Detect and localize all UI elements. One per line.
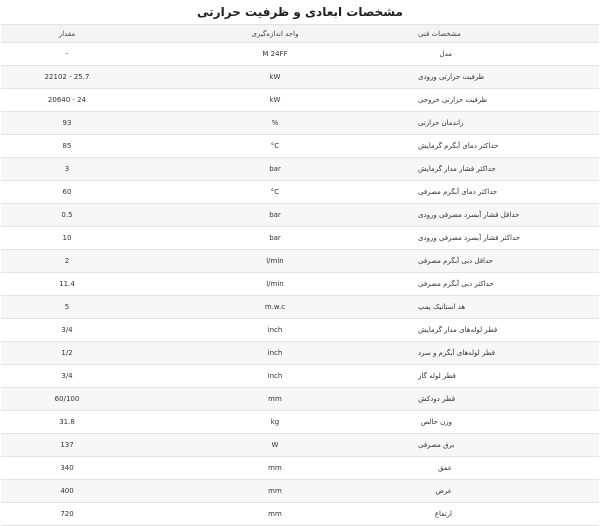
table-row bbox=[1, 411, 599, 434]
cell-value: 340 bbox=[1, 457, 133, 480]
cell-value: 85 bbox=[1, 135, 133, 158]
header-value: مقدار bbox=[1, 25, 133, 43]
cell-value: 31.8 bbox=[1, 411, 133, 434]
table-row bbox=[1, 135, 599, 158]
cell-value: 137 bbox=[1, 434, 133, 457]
cell-unit: l/min bbox=[133, 250, 417, 273]
table-row bbox=[1, 503, 599, 526]
cell-unit: °C bbox=[133, 135, 417, 158]
table-row bbox=[1, 181, 599, 204]
cell-unit: mm bbox=[133, 480, 417, 503]
header-row bbox=[1, 25, 599, 43]
cell-spec: ارتفاع bbox=[417, 503, 599, 526]
cell-value: 3/4 bbox=[1, 365, 133, 388]
cell-unit: inch bbox=[133, 342, 417, 365]
cell-spec: ظرفیت حرارتی خروجی bbox=[417, 89, 599, 112]
cell-spec: حداکثر دبی آبگرم مصرفی bbox=[417, 273, 599, 296]
cell-unit: bar bbox=[133, 227, 417, 250]
cell-value: - bbox=[1, 43, 133, 66]
cell-unit: kW bbox=[133, 66, 417, 89]
cell-unit: kg bbox=[133, 411, 417, 434]
table-row bbox=[1, 250, 599, 273]
cell-value: 0.5 bbox=[1, 204, 133, 227]
cell-unit: inch bbox=[133, 319, 417, 342]
cell-unit: % bbox=[133, 112, 417, 135]
cell-spec: حداکثر دمای آبگرم مصرفی bbox=[417, 181, 599, 204]
table-row bbox=[1, 480, 599, 503]
cell-spec: راندمان حرارتی bbox=[417, 112, 599, 135]
cell-spec: وزن خالص bbox=[417, 411, 599, 434]
cell-unit: inch bbox=[133, 365, 417, 388]
table-row bbox=[1, 227, 599, 250]
cell-unit: bar bbox=[133, 204, 417, 227]
cell-unit: m.w.c bbox=[133, 296, 417, 319]
cell-unit: W bbox=[133, 434, 417, 457]
table-row bbox=[1, 434, 599, 457]
cell-spec: حداقل فشار آبسرد مصرفی ورودی bbox=[417, 204, 599, 227]
table-row bbox=[1, 342, 599, 365]
table-row bbox=[1, 204, 599, 227]
cell-value: 5 bbox=[1, 296, 133, 319]
cell-value: 11.4 bbox=[1, 273, 133, 296]
cell-value: 720 bbox=[1, 503, 133, 526]
cell-spec: حداکثر فشار مدار گرمایش bbox=[417, 158, 599, 181]
cell-spec: ظرفیت حرارتی ورودی bbox=[417, 66, 599, 89]
specs-table bbox=[1, 24, 599, 526]
table-row bbox=[1, 388, 599, 411]
header-unit: واحد اندازه‌گیری bbox=[133, 25, 417, 43]
cell-spec: حداکثر دمای آبگرم گرمایش bbox=[417, 135, 599, 158]
cell-value: 10 bbox=[1, 227, 133, 250]
cell-unit: bar bbox=[133, 158, 417, 181]
cell-value: 20640 - 24 bbox=[1, 89, 133, 112]
cell-value: 22102 - 25.7 bbox=[1, 66, 133, 89]
table-row bbox=[1, 66, 599, 89]
cell-value: 3/4 bbox=[1, 319, 133, 342]
cell-unit: kW bbox=[133, 89, 417, 112]
cell-spec: برق مصرفی bbox=[417, 434, 599, 457]
table-row bbox=[1, 89, 599, 112]
cell-spec: مدل bbox=[417, 43, 599, 66]
cell-unit: l/min bbox=[133, 273, 417, 296]
table-row bbox=[1, 43, 599, 66]
table-row bbox=[1, 158, 599, 181]
cell-spec: قطر لوله‌های آبگرم و سرد bbox=[417, 342, 599, 365]
cell-spec: حداقل دبی آبگرم مصرفی bbox=[417, 250, 599, 273]
cell-spec: عرض bbox=[417, 480, 599, 503]
cell-value: 400 bbox=[1, 480, 133, 503]
table-row bbox=[1, 273, 599, 296]
table-row bbox=[1, 457, 599, 480]
table-row bbox=[1, 319, 599, 342]
table-title: مشخصات ابعادی و ظرفیت حرارتی bbox=[197, 5, 403, 19]
cell-spec: هد استاتیک پمپ bbox=[417, 296, 599, 319]
cell-unit: mm bbox=[133, 457, 417, 480]
cell-spec: قطر دودکش bbox=[417, 388, 599, 411]
cell-value: 60/100 bbox=[1, 388, 133, 411]
cell-unit: mm bbox=[133, 388, 417, 411]
table-row bbox=[1, 365, 599, 388]
cell-value: 1/2 bbox=[1, 342, 133, 365]
cell-value: 3 bbox=[1, 158, 133, 181]
cell-spec: حداکثر فشار آبسرد مصرفی ورودی bbox=[417, 227, 599, 250]
cell-unit: M 24FF bbox=[133, 43, 417, 66]
table-row bbox=[1, 296, 599, 319]
table-body bbox=[1, 43, 599, 526]
cell-unit: °C bbox=[133, 181, 417, 204]
cell-unit: mm bbox=[133, 503, 417, 526]
header-spec: مشخصات فنی bbox=[417, 25, 599, 43]
cell-value: 2 bbox=[1, 250, 133, 273]
cell-value: 93 bbox=[1, 112, 133, 135]
cell-spec: قطر لوله گاز bbox=[417, 365, 599, 388]
table-row bbox=[1, 112, 599, 135]
cell-spec: قطر لوله‌های مدار گرمایش bbox=[417, 319, 599, 342]
cell-value: 60 bbox=[1, 181, 133, 204]
cell-spec: عمق bbox=[417, 457, 599, 480]
